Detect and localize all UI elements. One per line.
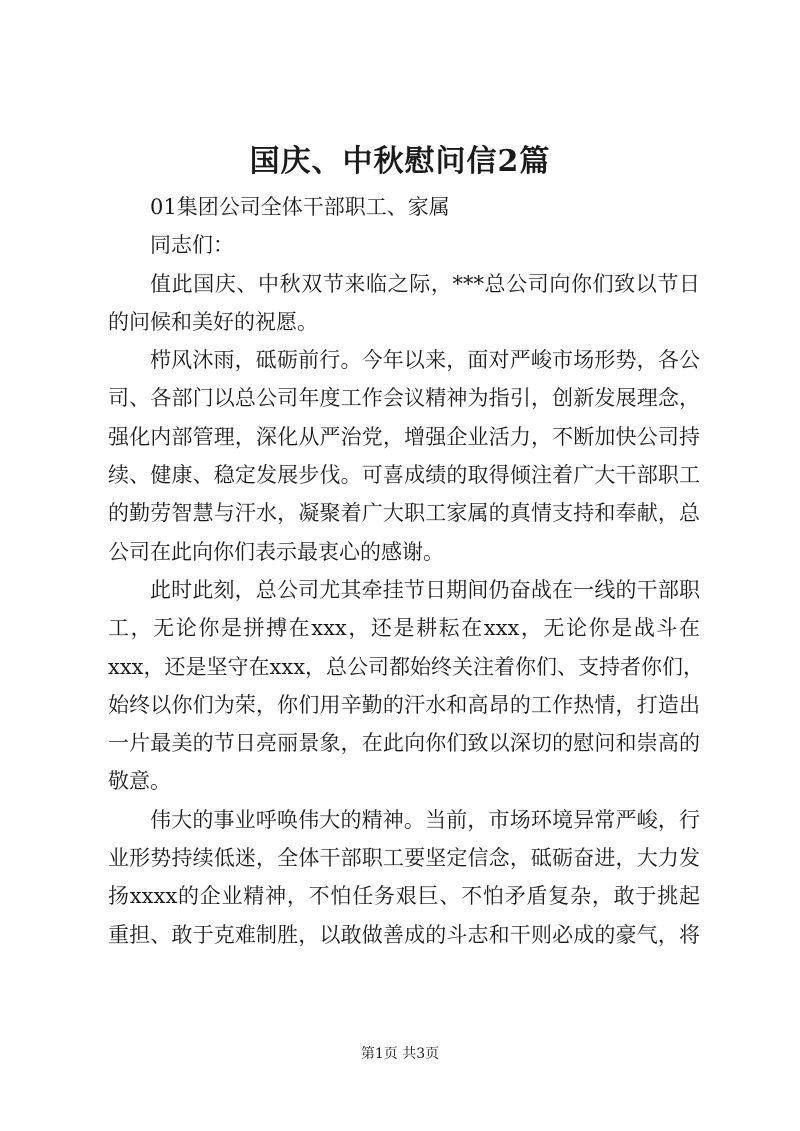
salutation-greeting: 同志们： bbox=[150, 233, 234, 258]
paragraph-line: 重担、敢于克难制胜，以敢做善成的斗志和干则必成的豪气，将 bbox=[108, 922, 700, 947]
paragraph-line: 司、各部门以总公司年度工作会议精神为指引，创新发展理念， bbox=[108, 386, 700, 411]
paragraph-line: 续、健康、稳定发展步伐。可喜成绩的取得倾注着广大干部职工 bbox=[108, 463, 700, 488]
paragraph-line: 强化内部管理，深化从严治党，增强企业活力，不断加快公司持 bbox=[108, 424, 700, 449]
paragraph-line: xxx，还是坚守在xxx，总公司都始终关注着你们、支持者你们， bbox=[108, 654, 705, 679]
salutation-recipient: 01集团公司全体干部职工、家属 bbox=[150, 195, 450, 219]
letter-body bbox=[108, 188, 705, 954]
paragraph-line: 扬xxxx的企业精神，不怕任务艰巨、不怕矛盾复杂，敢于挑起 bbox=[108, 884, 700, 909]
page-footer: 第1页 共3页 bbox=[360, 1046, 440, 1062]
paragraph-line: 栉风沐雨，砥砺前行。今年以来，面对严峻市场形势，各公 bbox=[150, 348, 700, 373]
document-title: 国庆、中秋慰问信2篇 bbox=[249, 144, 551, 179]
paragraph-line: 敬意。 bbox=[108, 769, 171, 794]
paragraph-line: 值此国庆、中秋双节来临之际，***总公司向你们致以节日 bbox=[150, 271, 700, 296]
paragraph-line: 一片最美的节日亮丽景象，在此向你们致以深切的慰问和崇高的 bbox=[108, 731, 700, 756]
paragraph-line: 业形势持续低迷，全体干部职工要坚定信念，砥砺奋进，大力发 bbox=[108, 846, 700, 871]
paragraph-line: 的勤劳智慧与汗水，凝聚着广大职工家属的真情支持和奉献，总 bbox=[108, 501, 700, 526]
paragraph-line: 此时此刻，总公司尤其牵挂节日期间仍奋战在一线的干部职 bbox=[150, 577, 700, 602]
paragraph-line: 公司在此向你们表示最衷心的感谢。 bbox=[108, 539, 444, 564]
paragraph-line: 伟大的事业呼唤伟大的精神。当前，市场环境异常严峻，行 bbox=[150, 807, 700, 832]
paragraph-line: 的问候和美好的祝愿。 bbox=[108, 309, 318, 334]
paragraph-line: 工，无论你是拼搏在xxx，还是耕耘在xxx，无论你是战斗在 bbox=[108, 616, 700, 641]
paragraph-line: 始终以你们为荣，你们用辛勤的汗水和高昂的工作热情，打造出 bbox=[108, 692, 700, 717]
